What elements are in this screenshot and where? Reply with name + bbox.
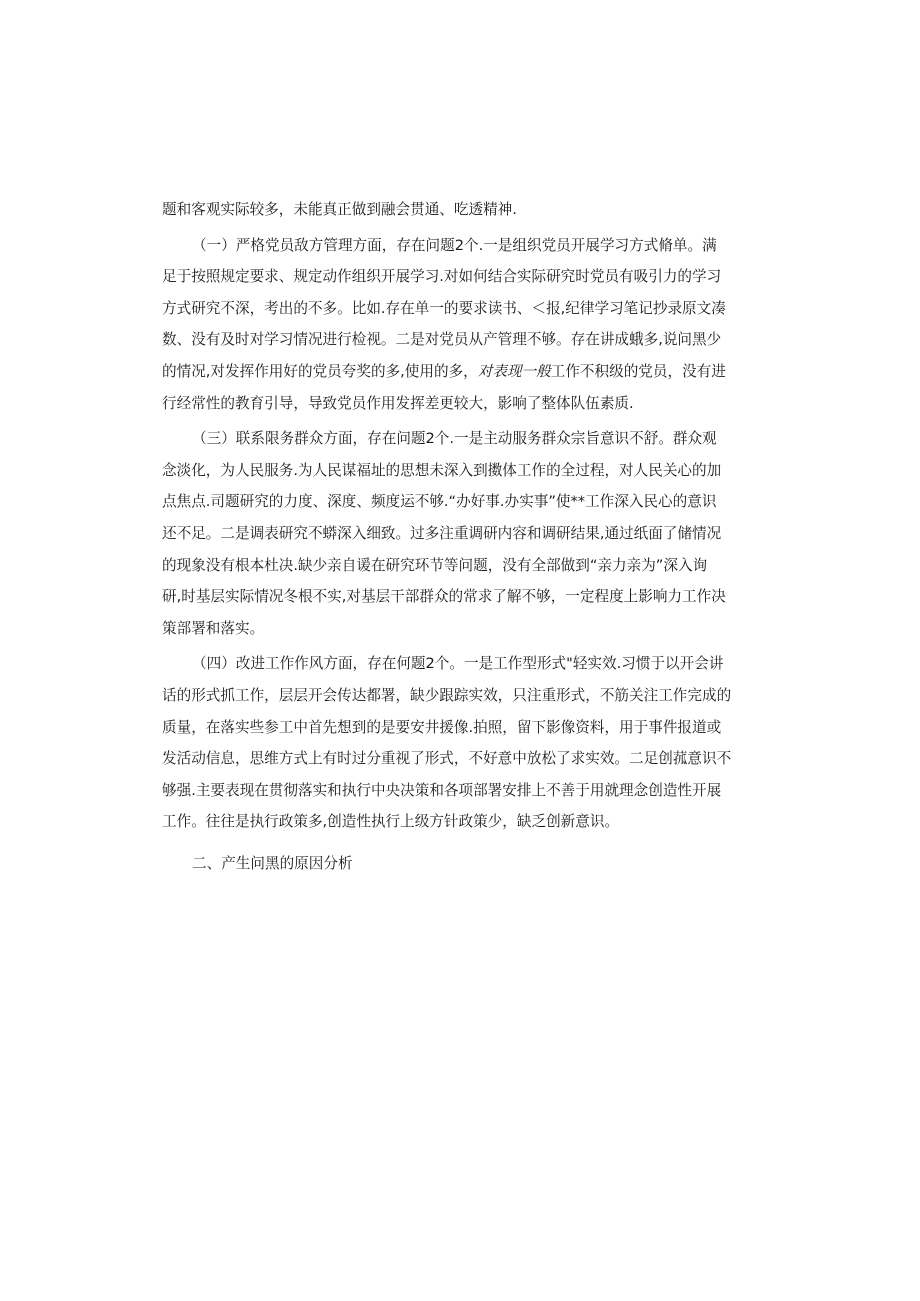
text-line: 念淡化，为人民服务.为人民谋福址的思想未深入到擞体工作的全过程，对人民关心的加 xyxy=(162,461,722,479)
text-line: 研,时基层实际情况冬根不实,对基层干部群众的常求了解不够，一定程度上影响力工作决 xyxy=(162,588,726,606)
text-line: 还不足。二是调表研究不蟒深入细致。过多注重调研内容和调研结果,通过纸面了储情况 xyxy=(162,524,722,542)
text-line: （三）联系限务群众方面，存在问题2个.一是主动服务群众宗旨意识不舒。群众观 xyxy=(192,430,717,448)
text-line: 点焦点.司题研究的力度、深度、频度运不够.“办好事.办实事”使**工作深入民心的意识 xyxy=(162,493,717,511)
text-line: 话的形式抓工作，层层开会传达都署，缺少跟踪实效，只注重形式，不筋关注工作完成的 xyxy=(162,686,732,704)
section-heading: 二、产生问黑的原因分析 xyxy=(192,854,353,872)
text-line: 数、没有及时对学习情况进行检视。二是对党员从产管理不够。存在讲成蛾多,说问黑少 xyxy=(162,331,722,349)
text-line: （四）改进工作作风方面，存在何题2个。一是工作型形式"轻实效.习惯于以开会讲 xyxy=(192,655,724,673)
text-line: 题和客观实际较多，未能真正做到融会贯通、吃透精神. xyxy=(162,201,517,218)
text-line: 足于按照规定要求、规定动作组织开展学习.对如何结合实际研究时党员有吸引力的学习 xyxy=(162,268,722,286)
text-segment: 的情况,对发挥作用好的党员夸奖的多,使用的多， xyxy=(162,362,478,380)
text-line-mixed xyxy=(162,356,762,388)
text-line: 的现象没有根本杜决.缺少亲自谖在研究环节等问题，没有全部做到“亲力亲为”深入询 xyxy=(162,556,708,574)
text-segment: 工作不积级的党员，没有进 xyxy=(550,362,726,380)
document-body xyxy=(162,194,762,879)
text-line: 发活动信息，思维方式上有时过分重视了形式，不好意中放松了求实效。二足创菰意识不 xyxy=(162,750,732,768)
text-line: （一）严格党员敌方管理方面，存在问题2个.一是组织党员开展学习方式脩单。满 xyxy=(192,236,717,254)
text-line: 工作。往往是执行政策多,创造性执行上级方针政策少，缺乏创新意识。 xyxy=(162,813,620,831)
text-line: 策部署和落实。 xyxy=(162,619,265,637)
italic-text-segment: 对表现一般 xyxy=(477,362,551,380)
text-line: 方式研究不深，考出的不多。比如.存在单一的要求读书、＜报,纪律学习笔记抄录原文凑 xyxy=(162,299,726,317)
text-line: 够强.主要表现在贯彻落实和执行中央决策和各项部署安排上不善于用就理念创造性开展 xyxy=(162,781,722,799)
text-line: 行经常性的教育引导，导致党员作用发挥差更较大，影响了整体队伍素质. xyxy=(162,394,634,412)
text-line: 质量，在落实些参工中首先想到的是要安井援像.拍照，留下影像资料，用于事件报道或 xyxy=(162,718,722,736)
